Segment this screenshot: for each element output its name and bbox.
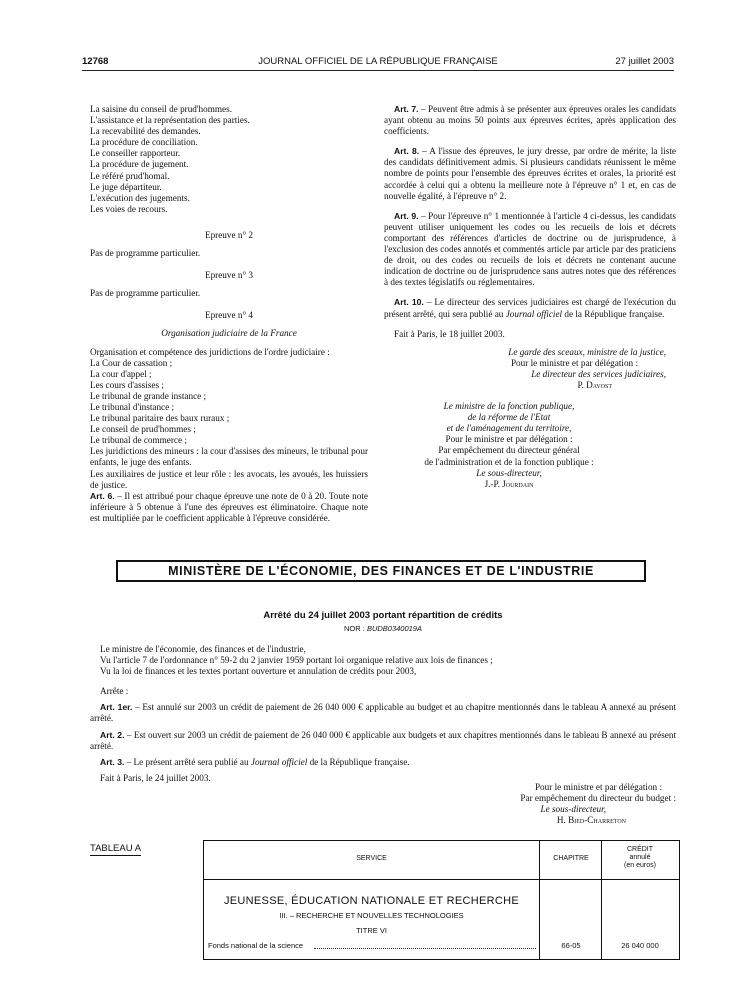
- right-column: [384, 104, 676, 490]
- article-8: Art. 8. – A l'issue des épreuves, le jury dresse, par ordre de mérite, la liste des candidats définitivement admis. Si plusieurs candidats réunissent le même nombre de points pour l'ensemble des épreuves écrites et orales, la priorité est accordée à celui qui a obtenu la meilleure note à l'épreuve n° 1 et, en cas de nouvelle égalité, à l'épreuve n° 2.: [384, 146, 676, 201]
- credit-unit: (en euros): [624, 862, 656, 869]
- signature-empechement: Par empêchement du directeur général: [438, 445, 580, 456]
- list-item: Les voies de recours.: [90, 203, 168, 214]
- signature-empechement: de l'administration et de la fonction publique :: [424, 456, 594, 467]
- signature-role: Le garde des sceaux, ministre de la justice,: [508, 346, 666, 357]
- arrete-title: Arrêté du 24 juillet 2003 portant répartition de crédits: [263, 610, 503, 621]
- vise: Le ministre de l'économie, des finances et de l'industrie,: [100, 644, 306, 654]
- article-2: Art. 2. – Est ouvert sur 2003 un crédit de paiement de 26 040 000 € applicable aux budgets et aux chapitres mentionnés dans le tableau B annexé au présent arrêté.: [90, 729, 676, 751]
- article-9: Art. 9. – Pour l'épreuve n° 1 mentionnée à l'article 4 ci-dessus, les candidats peuvent utiliser uniquement les codes ou les recueils de lois et décrets comportant des références d'articles de doctrine ou de jurisprudence, à l'exclusion des codes annotés et commentés article par article par des praticiens de droit, ou des codes ou recueils de lois et décrets ne contenant aucune indication de doctrine ou de jurisprudence sans autres notes que des références à des textes législatifs ou réglementaires.: [384, 210, 676, 288]
- subject-list: [90, 104, 368, 215]
- issue-date: 27 juillet 2003: [615, 56, 674, 67]
- epreuve-4-subtitle: Organisation judiciaire de la France: [161, 328, 297, 339]
- section-subtitle: III. – RECHERCHE ET NOUVELLES TECHNOLOGIES: [279, 911, 464, 920]
- leader-dots: [314, 948, 536, 949]
- list-item: La Cour de cassation ;: [90, 357, 173, 368]
- signature-block-1: [384, 347, 676, 391]
- list-item: Le tribunal de grande instance ;: [90, 390, 207, 401]
- list-item: Les cours d'assises ;: [90, 379, 164, 390]
- list-item: La procédure de jugement.: [90, 159, 189, 170]
- header-divider: [204, 879, 679, 880]
- fait-a-paris-2: Fait à Paris, le 24 juillet 2003.: [100, 772, 211, 783]
- fait-a-paris-1: Fait à Paris, le 18 juillet 2003.: [394, 328, 505, 339]
- article-7: Art. 7. – Peuvent être admis à se présenter aux épreuves orales les candidats ayant obtenu au moins 50 points aux épreuves écrites, après application des coefficients.: [384, 104, 676, 137]
- epreuve-4-title: Epreuve n° 4: [204, 310, 254, 321]
- juridictions-mineurs: Les juridictions des mineurs : la cour d'assises des mineurs, le tribunal pour enfants, le juge des enfants.: [90, 446, 368, 468]
- signature-title: Le sous-directeur,: [540, 804, 606, 815]
- journal-title: JOURNAL OFFICIEL DE LA RÉPUBLIQUE FRANÇAISE: [258, 56, 498, 67]
- list-item: La cour d'appel ;: [90, 368, 152, 379]
- row-service-label: Fonds national de la science: [208, 941, 304, 950]
- signature-role: et de l'aménagement du territoire,: [446, 423, 572, 434]
- list-item: Le conseil de prud'hommes ;: [90, 424, 196, 435]
- juridictions-list: [90, 358, 368, 447]
- epreuve-3-title: Epreuve n° 3: [204, 270, 254, 281]
- signature-role: Le ministre de la fonction publique,: [443, 401, 575, 412]
- signature-empechement: Par empêchement du directeur du budget :: [520, 793, 676, 804]
- tableau-a: [203, 840, 680, 960]
- row-chapitre: 66-05: [561, 941, 581, 950]
- epreuve-3-text: Pas de programme particulier.: [90, 288, 201, 299]
- list-item: L'assistance et la représentation des parties.: [90, 115, 250, 126]
- titre-label: TITRE VI: [356, 926, 387, 935]
- arrete-word: Arrête :: [100, 686, 129, 697]
- signature-title: Le sous-directeur,: [476, 467, 542, 478]
- tableau-label: TABLEAU A: [90, 843, 142, 854]
- list-item: Le conseiller rapporteur.: [90, 148, 181, 159]
- epreuve-2-text: Pas de programme particulier.: [90, 248, 201, 259]
- signature-block-3: [90, 782, 676, 826]
- signature-title: Le directeur des services judiciaires,: [531, 368, 666, 379]
- signature-name: H. Bied-Charreton: [556, 815, 626, 826]
- list-item: Le référé prud'homal.: [90, 170, 170, 181]
- row-amount: 26 040 000: [621, 941, 659, 950]
- column-header-service: SERVICE: [356, 855, 387, 862]
- article-3: Art. 3. – Le présent arrêté sera publié au Journal officiel de la République française.: [100, 756, 410, 767]
- article-1: Art. 1er. – Est annulé sur 2003 un crédit de paiement de 26 040 000 € applicable au budget et au chapitre mentionnés dans le tableau A annexé au présent arrêté.: [90, 702, 676, 724]
- list-item: La recevabilité des demandes.: [90, 126, 201, 137]
- credit-sublabel: annulé: [629, 854, 651, 861]
- signature-delegation: Pour le ministre et par délégation :: [445, 434, 573, 445]
- vise: Vu l'article 7 de l'ordonnance n° 59-2 du 2 janvier 1959 portant loi organique relative aux lois de finances ;: [100, 655, 493, 666]
- signature-block-2: [384, 401, 634, 490]
- page-header: [82, 54, 674, 71]
- list-item: La procédure de conciliation.: [90, 137, 198, 148]
- nor-reference: NOR : BUDB0340019A: [344, 624, 422, 633]
- signature-delegation: Pour le ministre et par délégation :: [534, 782, 662, 792]
- auxiliaires-justice: Les auxiliaires de justice et leur rôle : les avocats, les avoués, les huissiers de justice.: [90, 468, 368, 490]
- column-header-credit: [602, 846, 678, 870]
- left-column: [90, 104, 368, 524]
- article-10: Art. 10. – Le directeur des services judiciaires est chargé de l'exécution du présent arrêté, qui sera publié au Journal officiel de la République française.: [384, 297, 676, 319]
- arrete-body: [90, 644, 676, 784]
- list-item: Le tribunal d'instance ;: [90, 401, 175, 412]
- list-item: L'exécution des jugements.: [90, 192, 190, 203]
- ministry-heading: MINISTÈRE DE L'ÉCONOMIE, DES FINANCES ET DE L'INDUSTRIE: [116, 560, 646, 582]
- list-item: Le tribunal de commerce ;: [90, 435, 187, 446]
- credit-label: CRÉDIT: [626, 846, 654, 853]
- signature-name: J.-P. Jourdain: [484, 478, 534, 489]
- list-item: Le tribunal paritaire des baux ruraux ;: [90, 413, 230, 424]
- section-title: JEUNESSE, ÉDUCATION NATIONALE ET RECHERCHE: [224, 895, 519, 907]
- signature-delegation: Pour le ministre et par délégation :: [510, 357, 638, 368]
- vise: Vu la loi de finances et les textes portant ouverture et annulation de crédits pour 2003,: [100, 666, 417, 677]
- page-number: 12768: [82, 56, 109, 67]
- column-header-chapitre: CHAPITRE: [553, 855, 589, 862]
- organisation-intro: Organisation et compétence des juridictions de l'ordre judiciaire :: [90, 346, 330, 357]
- signature-role: de la réforme de l'Etat: [467, 412, 551, 423]
- article-6: Art. 6. – Il est attribué pour chaque épreuve une note de 0 à 20. Toute note inférieure à 5 obtenue à l'une des épreuves est éliminatoire. Chaque note est multipliée par le coefficient applicable à l'épreuve considérée.: [90, 490, 368, 523]
- list-item: Le juge départiteur.: [90, 181, 162, 192]
- signature-name: P. Davost: [577, 379, 612, 390]
- list-item: La saisine du conseil de prud'hommes.: [90, 104, 232, 114]
- epreuve-2-title: Epreuve n° 2: [204, 229, 254, 240]
